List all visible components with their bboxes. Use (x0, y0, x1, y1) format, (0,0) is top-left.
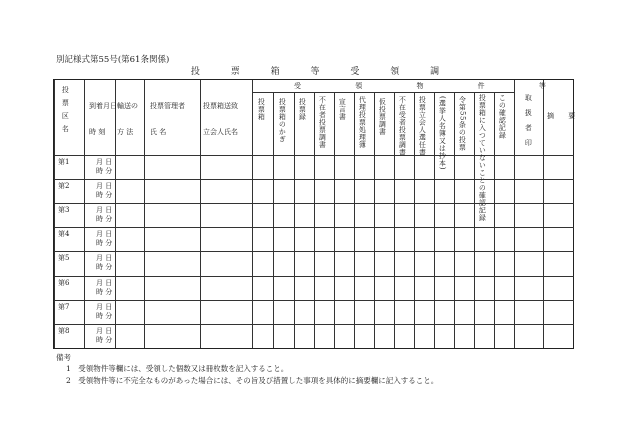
col-divider (543, 80, 544, 348)
col-divider (354, 92, 355, 348)
header-ballot-box: 投票箱 (257, 98, 266, 121)
header-district: 投票区名 (61, 86, 70, 138)
header-method-1: 輸送の (117, 102, 138, 110)
col-divider (394, 92, 395, 348)
header-received-group: 受 領 物 件 等 (294, 82, 572, 90)
row-time: 時 分 (96, 311, 113, 320)
header-method-2: 方 法 (117, 128, 134, 136)
row-time: 時 分 (96, 239, 113, 248)
row-time: 時 分 (96, 167, 113, 175)
row-time: 時 分 (96, 287, 113, 296)
col-divider (374, 92, 375, 348)
row-date: 月 日 (96, 254, 113, 263)
notes-heading: 備考 (56, 353, 71, 362)
row-divider (54, 300, 574, 301)
header-witness-2: 立会人氏名 (203, 128, 238, 136)
row-district-label: 第4 (58, 230, 70, 239)
row-date: 月 日 (96, 326, 113, 335)
row-time: 時 分 (96, 191, 113, 200)
row-district-label: 第3 (58, 206, 70, 215)
col-divider (294, 92, 295, 348)
row-date: 月 日 (96, 230, 113, 239)
row-date: 月 日 (96, 158, 113, 166)
header-arrival-date: 到着月日 (89, 102, 117, 110)
form-id: 別記様式第55号(第61条関係) (56, 55, 170, 65)
note-item: 2 受領物件等に不完全なものがあった場合には、その旨及び措置した事項を具体的に摘要欄に記入すること。 (66, 375, 439, 385)
header-manager-1: 投票管理者 (150, 102, 185, 110)
form-title: 投 票 箱 等 受 領 調 (190, 67, 454, 77)
row-date: 月 日 (96, 182, 113, 191)
header-remarks: 摘 要 (547, 112, 582, 120)
row-district-label: 第5 (58, 254, 70, 263)
col-divider (144, 80, 145, 348)
col-divider (454, 92, 455, 348)
row-time: 時 分 (96, 215, 113, 224)
col-divider (273, 92, 274, 348)
row-time: 時 分 (96, 263, 113, 272)
row-date: 月 日 (96, 278, 113, 287)
row-district-label: 第8 (58, 326, 70, 335)
header-absentee-report: 不在者投票調書 (318, 96, 327, 149)
col-divider (494, 92, 495, 348)
row-date: 月 日 (96, 206, 113, 215)
row-divider (54, 251, 574, 252)
col-divider (115, 80, 116, 348)
row-divider (54, 203, 574, 204)
col-divider (414, 92, 415, 348)
header-arrival-time: 時 刻 (89, 128, 106, 136)
header-handler-seal: 取扱者印 (524, 94, 533, 154)
notes-section (56, 352, 438, 386)
row-date: 月 日 (96, 302, 113, 311)
col-divider (514, 80, 515, 348)
header-absentee-received: 不在受者投票調書 (398, 96, 407, 156)
row-divider (252, 92, 514, 93)
header-proxy-ledger: 代理投票処理簿 (358, 96, 367, 149)
note-item: 1 受領物件等欄には、受領した個数又は冊枚数を記入すること。 (66, 364, 289, 374)
header-record: 投票録 (298, 98, 307, 121)
col-divider (474, 92, 475, 348)
header-bottom-line (54, 155, 574, 156)
row-district-label: 第1 (58, 158, 70, 166)
receipt-table (53, 79, 582, 349)
header-provisional: 仮投票調書 (378, 98, 387, 136)
header-manager-2: 氏 名 (150, 128, 167, 136)
col-divider (200, 80, 201, 348)
col-divider (84, 80, 85, 348)
header-confirm-record: 投票箱に入つていないことの確認記録 (478, 94, 487, 222)
row-divider (54, 227, 574, 228)
row-district-label: 第2 (58, 182, 70, 191)
row-district-label: 第6 (58, 278, 70, 287)
header-voter-roll: (選挙人名簿又は抄本) (438, 96, 447, 170)
row-divider (54, 324, 574, 325)
header-article55: 令第55条の投票 (458, 96, 467, 151)
row-divider (54, 276, 574, 277)
col-divider (314, 92, 315, 348)
header-witness-1: 投票箱送致 (203, 102, 238, 110)
row-district-label: 第7 (58, 302, 70, 311)
header-declaration: 宣言書 (338, 98, 347, 121)
header-box-key: 投票箱のかぎ (278, 98, 287, 143)
col-divider (434, 92, 435, 348)
col-divider (54, 80, 55, 348)
row-time: 時 分 (96, 335, 113, 344)
row-divider (54, 179, 574, 180)
col-divider (334, 92, 335, 348)
col-divider (252, 80, 253, 348)
header-confirm-record-2: この確認記録 (498, 94, 507, 139)
header-witness-appoint: 投票立会人選任書 (418, 96, 427, 156)
